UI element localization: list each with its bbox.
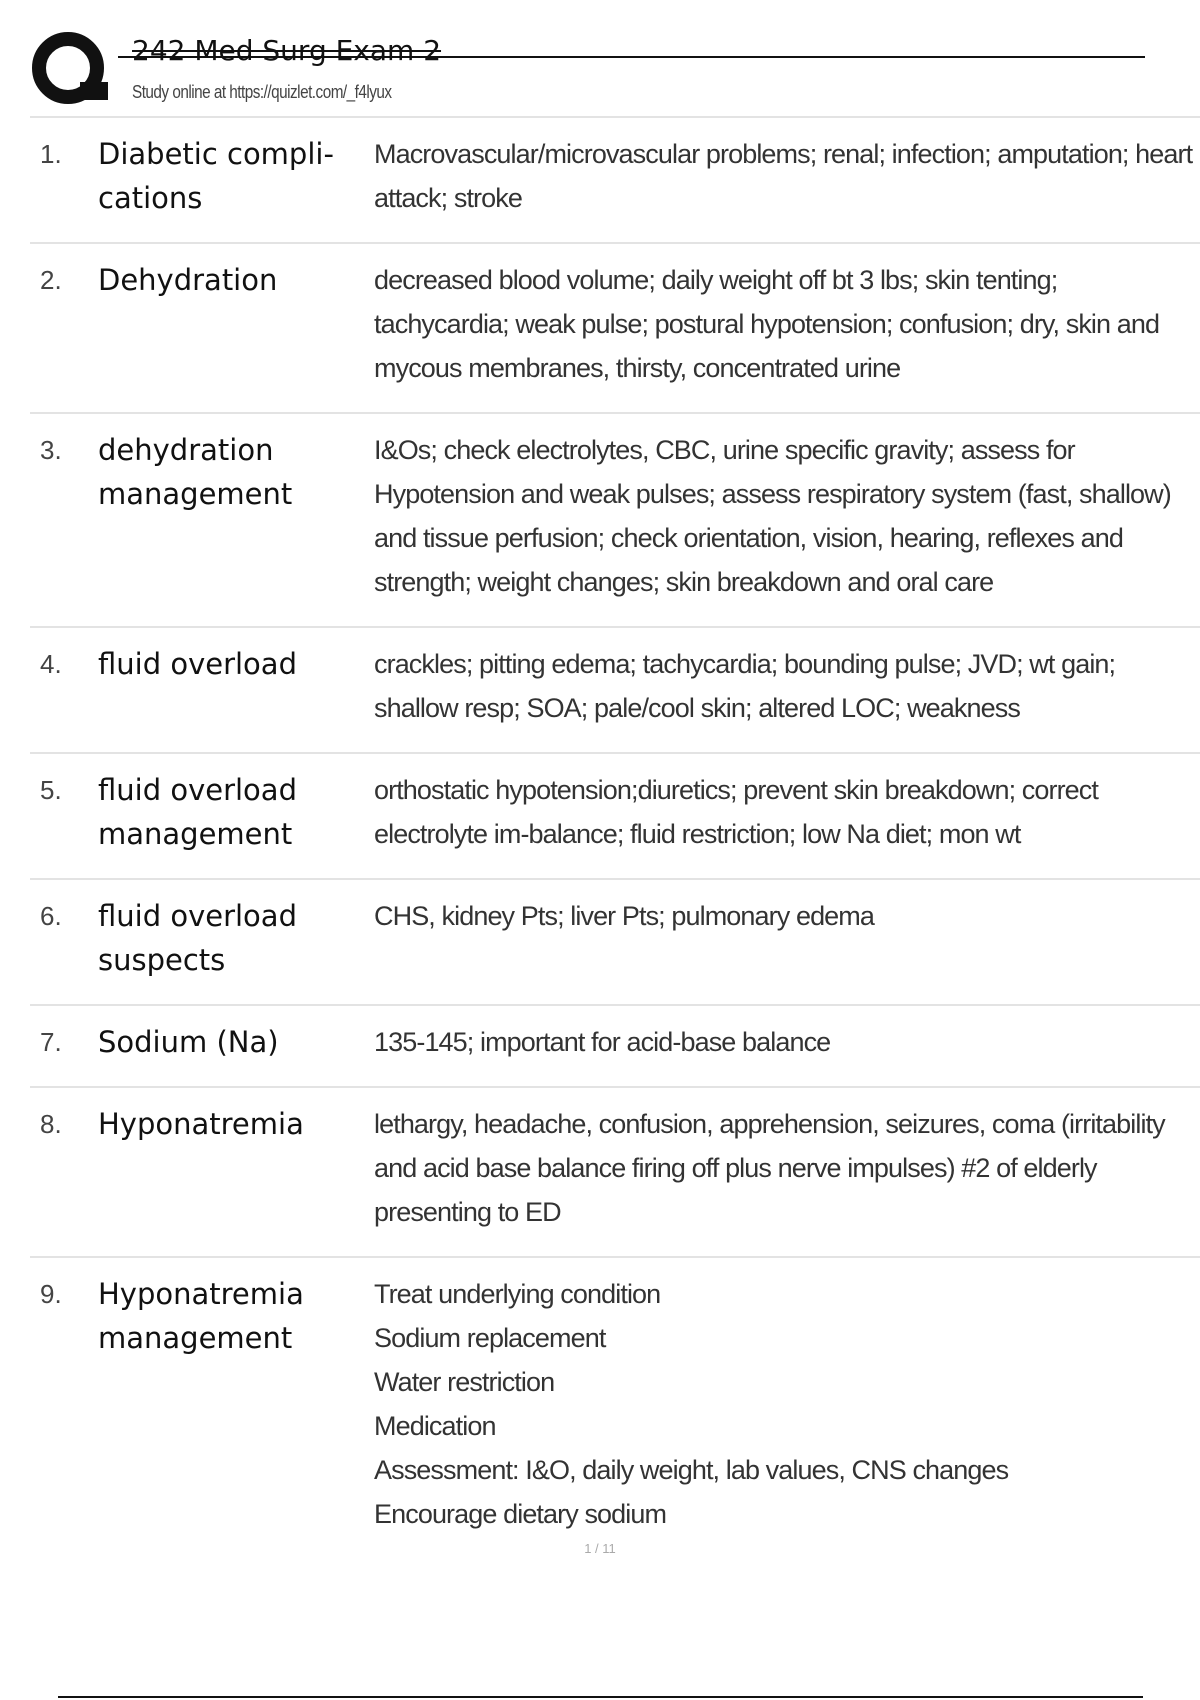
card-term: Diabetic compli- cations <box>98 137 334 215</box>
card-definition: lethargy, headache, confusion, apprehension, seizures, coma (irritability and acid base balance firing off plus nerve impulses) #2 of elderly presenting to ED <box>374 1109 1165 1227</box>
definition-line: Water restriction <box>374 1367 555 1397</box>
definition-line: Treat underlying condition <box>374 1279 661 1309</box>
card-definition <box>374 1272 1200 1536</box>
card-definition: Macrovascular/microvascular problems; renal; infection; amputation; heart attack; stroke <box>374 139 1193 213</box>
card-term: fluid overload management <box>98 773 297 851</box>
card-term: fluid overload suspects <box>98 899 297 977</box>
flashcard-row <box>30 1258 1200 1558</box>
card-definition: orthostatic hypotension;diuretics; prevent skin breakdown; correct electrolyte im-balance; fluid restriction; low Na diet; mon wt <box>374 775 1098 849</box>
card-number: 1. <box>40 139 62 169</box>
definition-line: Sodium replacement <box>374 1323 606 1353</box>
card-definition: decreased blood volume; daily weight off bt 3 lbs; skin tenting; tachycardia; weak pulse; postural hypotension; confusion; dry, skin and mycous membranes, thirsty, concentrated urine <box>374 265 1160 383</box>
card-definition: crackles; pitting edema; tachycardia; bounding pulse; JVD; wt gain; shallow resp; SOA; pale/cool skin; altered LOC; weakness <box>374 649 1116 723</box>
flashcard-row <box>30 628 1200 754</box>
card-definition: CHS, kidney Pts; liver Pts; pulmonary edema <box>374 901 875 931</box>
flashcard-row <box>30 118 1200 244</box>
card-term: Hyponatremia management <box>98 1277 304 1355</box>
card-number: 8. <box>40 1109 62 1139</box>
card-number: 2. <box>40 265 62 295</box>
card-number: 5. <box>40 775 62 805</box>
footer-divider <box>58 1696 1143 1698</box>
study-online-link[interactable]: Study online at https://quizlet.com/_f4lyux <box>132 82 392 102</box>
definition-line: Encourage dietary sodium <box>374 1499 667 1529</box>
card-term: dehydration management <box>98 433 293 511</box>
card-number: 9. <box>40 1279 62 1309</box>
flashcard-list <box>30 118 1200 1558</box>
document-title: 242 Med Surg Exam 2 <box>132 34 442 67</box>
page-indicator: 1 / 11 <box>584 1541 616 1556</box>
card-term: Hyponatremia <box>98 1107 304 1141</box>
card-number: 7. <box>40 1027 62 1057</box>
card-definition: I&Os; check electrolytes, CBC, urine specific gravity; assess for Hypotension and weak pulses; assess respiratory system (fast, shallow) and tissue perfusion; check orientation, vision, hearing, reflexes and strength; weight changes; skin breakdown and oral care <box>374 435 1171 597</box>
flashcard-row <box>30 1088 1200 1258</box>
flashcard-row <box>30 880 1200 1006</box>
card-term: Dehydration <box>98 263 278 297</box>
flashcard-row <box>30 754 1200 880</box>
definition-line: Assessment: I&O, daily weight, lab values, CNS changes <box>374 1455 1009 1485</box>
card-number: 3. <box>40 435 62 465</box>
flashcard-row <box>30 1006 1200 1088</box>
card-number: 6. <box>40 901 62 931</box>
card-term: fluid overload <box>98 647 297 681</box>
card-term: Sodium (Na) <box>98 1025 279 1059</box>
flashcard-row <box>30 414 1200 628</box>
definition-line: Medication <box>374 1411 496 1441</box>
quizlet-q-logo-icon <box>30 30 110 110</box>
flashcard-row <box>30 244 1200 414</box>
card-definition: 135-145; important for acid-base balance <box>374 1027 831 1057</box>
card-number: 4. <box>40 649 62 679</box>
